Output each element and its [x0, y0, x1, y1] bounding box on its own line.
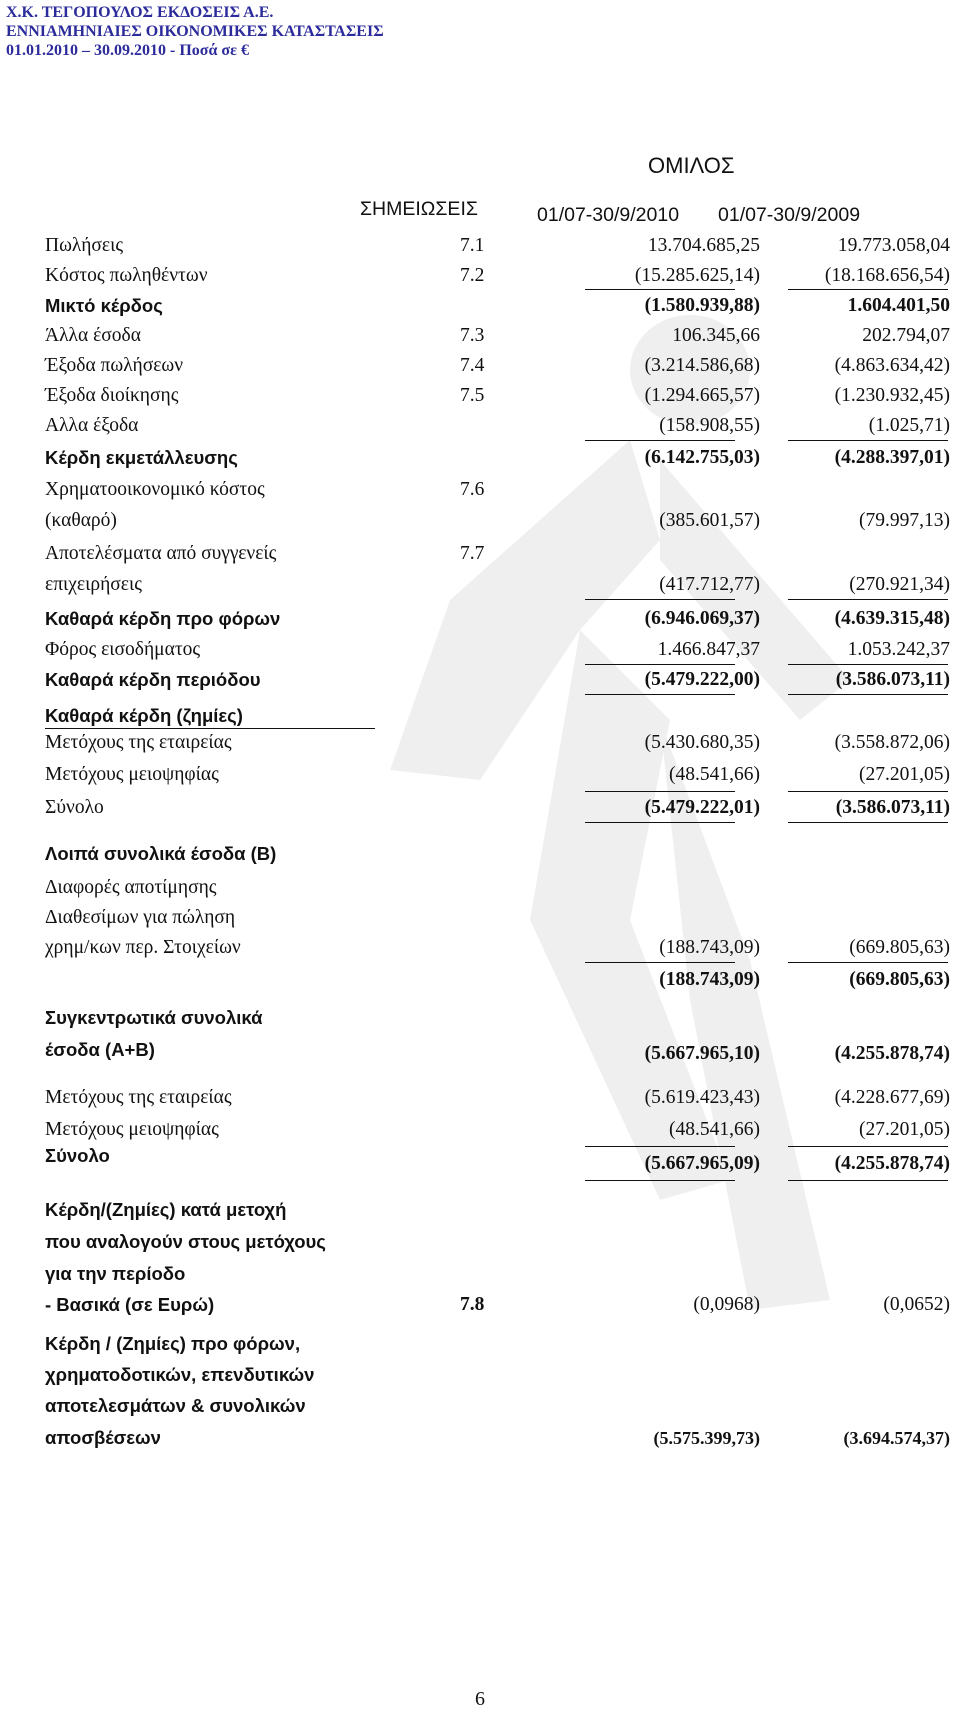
row-label: Σύνολο [45, 797, 104, 818]
table-row [0, 262, 960, 290]
table-row [0, 322, 960, 350]
subtotal-line [788, 664, 948, 665]
row-value-2009: (27.201,05) [859, 764, 950, 785]
row-value-2009: (27.201,05) [859, 1119, 950, 1140]
row-value-2010: (15.285.625,14) [634, 265, 760, 286]
table-row [0, 292, 960, 320]
row-label: - Βασικά (σε Ευρώ) [45, 1294, 215, 1315]
row-label: Αποτελέσματα από συγγενείς [45, 543, 277, 564]
row-label: επιχειρήσεις [45, 574, 142, 595]
period-2009-column-header: 01/07-30/9/2009 [718, 204, 861, 226]
row-value-2009: (669.805,63) [849, 937, 950, 958]
row-value-2010: 13.704.685,25 [647, 235, 760, 256]
row-value-2009: (3.586.073,11) [835, 797, 950, 818]
period-2010-column-header: 01/07-30/9/2010 [537, 204, 680, 226]
row-value-2009: (1.025,71) [868, 415, 950, 436]
row-label: Κέρδη / (Ζημίες) προ φόρων, [45, 1333, 301, 1354]
table-row [0, 1142, 960, 1174]
row-note: 7.6 [460, 479, 485, 500]
subtotal-line [788, 962, 948, 963]
notes-column-header: ΣΗΜΕΙΩΣΕΙΣ [360, 198, 478, 220]
table-row [0, 476, 960, 504]
row-value-2009: (4.228.677,69) [834, 1087, 950, 1108]
row-label: Λοιπά συνολικά έσοδα (Β) [45, 843, 277, 864]
subtotal-line [788, 289, 948, 290]
row-value-2009: (18.168.656,54) [824, 265, 950, 286]
subtotal-line [585, 664, 735, 665]
row-value-2010: (1.580.939,88) [644, 295, 760, 316]
row-value-2010: (5.619.423,43) [644, 1087, 760, 1108]
row-value-2009: (79.997,13) [859, 510, 950, 531]
table-row [0, 934, 960, 962]
row-label: για την περίοδο [45, 1263, 186, 1284]
total-line [788, 694, 948, 695]
statement-period: 01.01.2010 – 30.09.2010 - Ποσά σε € [6, 42, 249, 59]
table-row [0, 794, 960, 822]
company-name: Χ.Κ. ΤΕΓΟΠΟΥΛΟΣ ΕΚΔΟΣΕΙΣ Α.Ε. [6, 4, 274, 21]
column-heading-row [0, 195, 960, 226]
row-label: Συγκεντρωτικά συνολικά [45, 1007, 263, 1028]
table-row [0, 1228, 960, 1256]
row-value-2010: (188.743,09) [659, 937, 760, 958]
subtotal-line [585, 791, 735, 792]
table-row [0, 729, 960, 757]
row-label: Μικτό κέρδος [45, 295, 163, 316]
total-line [585, 1180, 735, 1181]
total-line [788, 1180, 948, 1181]
row-value-2009: (4.255.878,74) [834, 1153, 950, 1174]
row-value-2009: (4.863.634,42) [834, 355, 950, 376]
table-row [0, 840, 960, 868]
total-line [585, 694, 735, 695]
row-label: Κόστος πωληθέντων [45, 265, 208, 286]
row-value-2010: (6.946.069,37) [644, 608, 760, 629]
row-label: Κέρδη εκμετάλλευσης [45, 447, 238, 468]
table-row [0, 1116, 960, 1144]
row-label: (καθαρό) [45, 510, 117, 531]
row-label: Καθαρά κέρδη (ζημίες) [45, 705, 243, 726]
table-row [0, 412, 960, 440]
row-value-2009: (270.921,34) [849, 574, 950, 595]
row-value-2009: (3.558.872,06) [834, 732, 950, 753]
row-label: Μετόχους μειοψηφίας [45, 1119, 219, 1140]
row-note: 7.5 [460, 385, 485, 406]
row-value-2010: (3.214.586,68) [644, 355, 760, 376]
subtotal-line [585, 289, 735, 290]
row-note: 7.8 [460, 1294, 485, 1315]
table-row [0, 1260, 960, 1288]
row-label: Άλλα έσοδα [45, 325, 141, 346]
row-label: Μετόχους της εταιρείας [45, 732, 232, 753]
table-row [0, 636, 960, 664]
table-row [0, 444, 960, 472]
row-value-2010: (5.430.680,35) [644, 732, 760, 753]
row-label: έσοδα (Α+Β) [45, 1039, 155, 1060]
subtotal-line [585, 962, 735, 963]
row-value-2010: (6.142.755,03) [644, 447, 760, 468]
row-label: χρημ/κων περ. Στοιχείων [45, 937, 241, 958]
row-label: χρηματοδοτικών, επενδυτικών [45, 1364, 315, 1385]
row-value-2010: (5.575.399,73) [653, 1428, 760, 1448]
row-value-2009: (0,0652) [883, 1294, 950, 1315]
row-value-2010: (5.667.965,09) [644, 1153, 760, 1174]
row-value-2010: (158.908,55) [659, 415, 760, 436]
row-value-2009: 1.053.242,37 [847, 639, 950, 660]
row-label: Αλλα έξοδα [45, 415, 139, 436]
row-value-2010: (385.601,57) [659, 510, 760, 531]
row-note: 7.2 [460, 265, 485, 286]
row-note: 7.7 [460, 543, 485, 564]
row-value-2009: (1.230.932,45) [834, 385, 950, 406]
row-label: Καθαρά κέρδη προ φόρων [45, 608, 281, 629]
table-row [0, 571, 960, 599]
row-label: Έξοδα διοίκησης [45, 385, 179, 406]
row-value-2010: (417.712,77) [659, 574, 760, 595]
page-number: 6 [475, 1688, 485, 1710]
table-row [0, 1291, 960, 1319]
row-label: Έξοδα πωλήσεων [45, 355, 184, 376]
table-row [0, 666, 960, 694]
row-value-2009: (669.805,63) [849, 969, 950, 990]
table-row [0, 1361, 960, 1389]
row-label: Μετόχους της εταιρείας [45, 1087, 232, 1108]
row-value-2010: (5.667.965,10) [644, 1043, 760, 1064]
row-label: αποσβέσεων [45, 1427, 161, 1448]
table-row [0, 904, 960, 932]
table-row [0, 874, 960, 902]
table-row [0, 507, 960, 535]
table-row [0, 1196, 960, 1224]
row-value-2010: (0,0968) [693, 1294, 760, 1315]
row-value-2009: 19.773.058,04 [837, 235, 950, 256]
statement-title: ΕΝΝΙΑΜΗΝΙΑΙΕΣ ΟΙΚΟΝΟΜΙΚΕΣ ΚΑΤΑΣΤΑΣΕΙΣ [6, 23, 384, 40]
row-note: 7.4 [460, 355, 485, 376]
row-value-2009: 202.794,07 [862, 325, 950, 346]
subtotal-line [788, 440, 948, 441]
row-value-2010: (5.479.222,01) [644, 797, 760, 818]
row-note: 7.3 [460, 325, 485, 346]
subtotal-line [788, 599, 948, 600]
row-note: 7.1 [460, 235, 485, 256]
row-value-2010: (188.743,09) [659, 969, 760, 990]
table-row [0, 540, 960, 568]
row-value-2010: (48.541,66) [669, 764, 760, 785]
row-label: Πωλήσεις [45, 235, 124, 256]
row-value-2009: (4.639.315,48) [834, 608, 950, 629]
row-value-2009: (4.288.397,01) [834, 447, 950, 468]
row-label: Κέρδη/(Ζημίες) κατά μετοχή [45, 1199, 287, 1220]
row-label: που αναλογούν στους μετόχους [45, 1231, 326, 1252]
total-line [788, 822, 948, 823]
table-row [0, 1004, 960, 1032]
row-value-2009: 1.604.401,50 [847, 295, 950, 316]
document-header [6, 3, 384, 60]
row-value-2010: (5.479.222,00) [644, 669, 760, 690]
row-value-2010: 106.345,66 [672, 325, 760, 346]
total-line [585, 822, 735, 823]
row-value-2009: (3.694.574,37) [843, 1428, 950, 1448]
group-heading-row [0, 152, 960, 180]
table-row [0, 702, 960, 730]
subtotal-line [585, 440, 735, 441]
row-label: Φόρος εισοδήματος [45, 639, 201, 660]
table-row [0, 605, 960, 633]
table-row [0, 761, 960, 789]
row-value-2010: (48.541,66) [669, 1119, 760, 1140]
table-row [0, 966, 960, 994]
subtotal-line [788, 791, 948, 792]
table-row [0, 382, 960, 410]
table-row [0, 1084, 960, 1112]
row-value-2010: 1.466.847,37 [657, 639, 760, 660]
row-label: Μετόχους μειοψηφίας [45, 764, 219, 785]
row-label: αποτελεσμάτων & συνολικών [45, 1395, 306, 1416]
table-row [0, 232, 960, 260]
table-row [0, 1036, 960, 1064]
row-label: Σύνολο [45, 1145, 110, 1166]
table-row [0, 1424, 960, 1452]
row-label: Χρηματοοικονομικό κόστος [45, 479, 265, 500]
row-value-2009: (4.255.878,74) [834, 1043, 950, 1064]
group-label: ΟΜΙΛΟΣ [648, 153, 735, 178]
subtotal-line [585, 599, 735, 600]
table-row [0, 1392, 960, 1420]
row-label: Διαφορές αποτίμησης [45, 877, 217, 898]
row-label: Καθαρά κέρδη περιόδου [45, 669, 261, 690]
row-value-2009: (3.586.073,11) [835, 669, 950, 690]
table-row [0, 352, 960, 380]
table-row [0, 1330, 960, 1358]
row-label: Διαθεσίμων για πώληση [45, 907, 236, 928]
row-value-2010: (1.294.665,57) [644, 385, 760, 406]
